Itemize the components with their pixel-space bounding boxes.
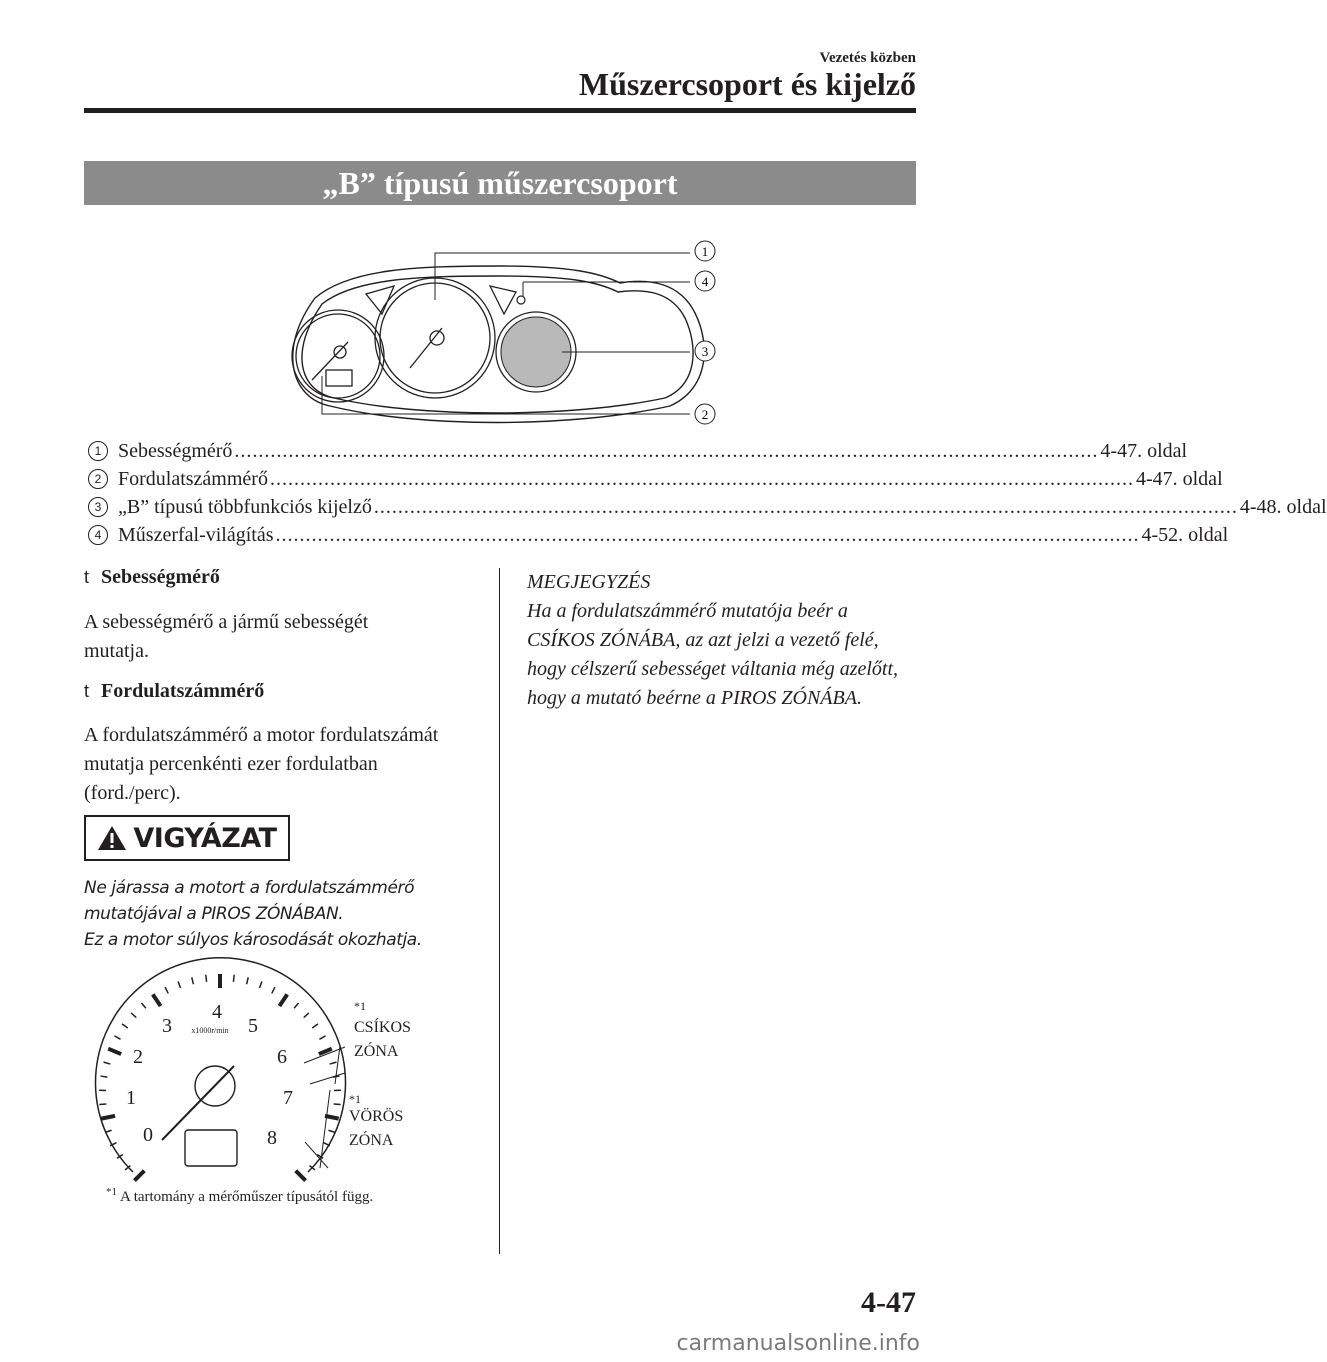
heading-tachometer: t Fordulatszámmérő	[84, 680, 265, 702]
gauge-tick	[247, 977, 249, 984]
gauge-tick	[312, 1024, 318, 1028]
page-number: 4-47	[861, 1286, 916, 1319]
zone-leaders	[304, 1046, 345, 1168]
left-warning-triangle	[366, 286, 394, 314]
zone1-mark: *1	[354, 999, 366, 1013]
gauge-display	[185, 1130, 237, 1166]
callout-3: 3	[701, 344, 709, 359]
tachometer-diagram	[100, 980, 500, 1210]
callout-4: 4	[701, 274, 709, 289]
gauge-tick	[259, 981, 261, 988]
gauge-tick	[319, 1036, 325, 1039]
gauge-number-8: 8	[267, 1127, 277, 1149]
gauge-tick	[192, 977, 194, 984]
gauge-number-3: 3	[162, 1015, 172, 1037]
warning-triangle-icon	[97, 825, 127, 851]
zone2-mark: *1	[349, 1092, 361, 1106]
tachometer-small	[292, 310, 384, 402]
gauge-tick	[334, 1104, 341, 1105]
illumination-sensor	[517, 296, 525, 304]
section-label: Vezetés közben	[819, 50, 916, 66]
gauge-tick	[296, 1171, 306, 1181]
toc-item-tachometer: 2 Fordulatszámmérő ................................................................................................................................................ 4-47. oldal	[84, 465, 916, 493]
caution-box	[84, 815, 290, 861]
gauge-tick	[131, 1013, 136, 1018]
heading-speedometer: t Sebességmérő	[84, 566, 220, 588]
toc-item-multi-display: 3 „B” típusú többfunkciós kijelző ................................................................................................................................................ 4-48. oldal	[84, 493, 916, 521]
zone1-line1: CSÍKOS	[354, 1019, 411, 1036]
gauge-needle	[162, 1066, 234, 1140]
caution-label: VIGYÁZAT	[133, 822, 277, 854]
gauge-tick	[165, 987, 168, 993]
gauge-tick	[108, 1049, 121, 1054]
gauge-tick	[206, 975, 207, 982]
gauge-tick	[104, 1062, 111, 1064]
gauge-number-1: 1	[126, 1087, 136, 1109]
cluster-inner-outline	[302, 276, 693, 413]
gauge-tick	[328, 1130, 335, 1132]
zone1-line2: ZÓNA	[354, 1043, 399, 1060]
callout-2: 2	[701, 407, 709, 422]
gauge-tick	[101, 1116, 115, 1119]
gauge-number-4: 4	[212, 1001, 222, 1023]
gauge-number-0: 0	[143, 1124, 153, 1146]
callout-1: 1	[701, 244, 709, 259]
section-banner: „B” típusú műszercsoport	[84, 161, 916, 205]
cluster-diagram	[270, 238, 730, 438]
gauge-tick	[100, 1076, 107, 1077]
figure-footnote: $^{*1}$ A tartomány a mérőműszer típusától függ.	[106, 1186, 374, 1205]
caution-text: Ne járassa a motort a fordulatszámmérő mutatójával a PIROS ZÓNÁBAN. Ez a motor súlyos károsodását okozhatja.	[84, 878, 422, 950]
text-tachometer: A fordulatszámmérő a motor fordulatszámát mutatja percenkénti ezer fordulatban (ford./perc).	[84, 724, 439, 804]
gauge-tick	[233, 975, 234, 982]
header-rule	[84, 108, 916, 113]
toc-item-speedometer: 1 Sebességmérő ................................................................................................................................................ 4-47. oldal	[84, 437, 916, 465]
text-speedometer: A sebességmérő a jármű sebességét mutatja.	[84, 611, 369, 662]
gauge-unit: x1000r/min	[191, 1026, 229, 1035]
zone2-line2: ZÓNA	[349, 1132, 394, 1149]
toc-item-illumination: 4 Műszerfal-világítás ................................................................................................................................................ 4-52. oldal	[84, 521, 916, 549]
gauge-tick	[114, 1036, 120, 1039]
gauge-tick	[272, 987, 275, 993]
note-block	[527, 568, 917, 713]
gauge-tick	[304, 1013, 309, 1018]
callout-numbers	[695, 241, 715, 424]
gauge-number-7: 7	[283, 1087, 293, 1109]
gauge-tick	[105, 1130, 112, 1132]
gauge-tick	[279, 994, 287, 1006]
right-warning-triangle	[490, 286, 516, 314]
gauge-tick	[122, 1024, 128, 1028]
note-text: Ha a fordulatszámmérő mutatója beér a CSÍKOS ZÓNÁBA, az azt jelzi a vezető felé, hogy célszerű sebességet váltania még azelőtt, hogy a mutató beérne a PIROS ZÓNÁBA.	[527, 600, 899, 709]
gauge-number-5: 5	[248, 1015, 258, 1037]
chapter-title: Műszercsoport és kijelző	[578, 66, 916, 102]
gauge-tick	[294, 1003, 299, 1008]
gauge-tick	[153, 994, 161, 1006]
gauge-number-6: 6	[277, 1046, 287, 1068]
watermark: carmanualsonline.info	[676, 1331, 920, 1356]
note-title: MEGJEGYZÉS	[527, 571, 651, 593]
gauge-tick	[141, 1003, 146, 1008]
gauge-number-2: 2	[133, 1046, 143, 1068]
gauge-tick	[134, 1171, 144, 1181]
gauge-tick	[99, 1104, 106, 1105]
gauge-tick	[178, 981, 180, 988]
zone2-line1: VÖRÖS	[349, 1108, 404, 1125]
gauge-tick	[330, 1062, 337, 1064]
